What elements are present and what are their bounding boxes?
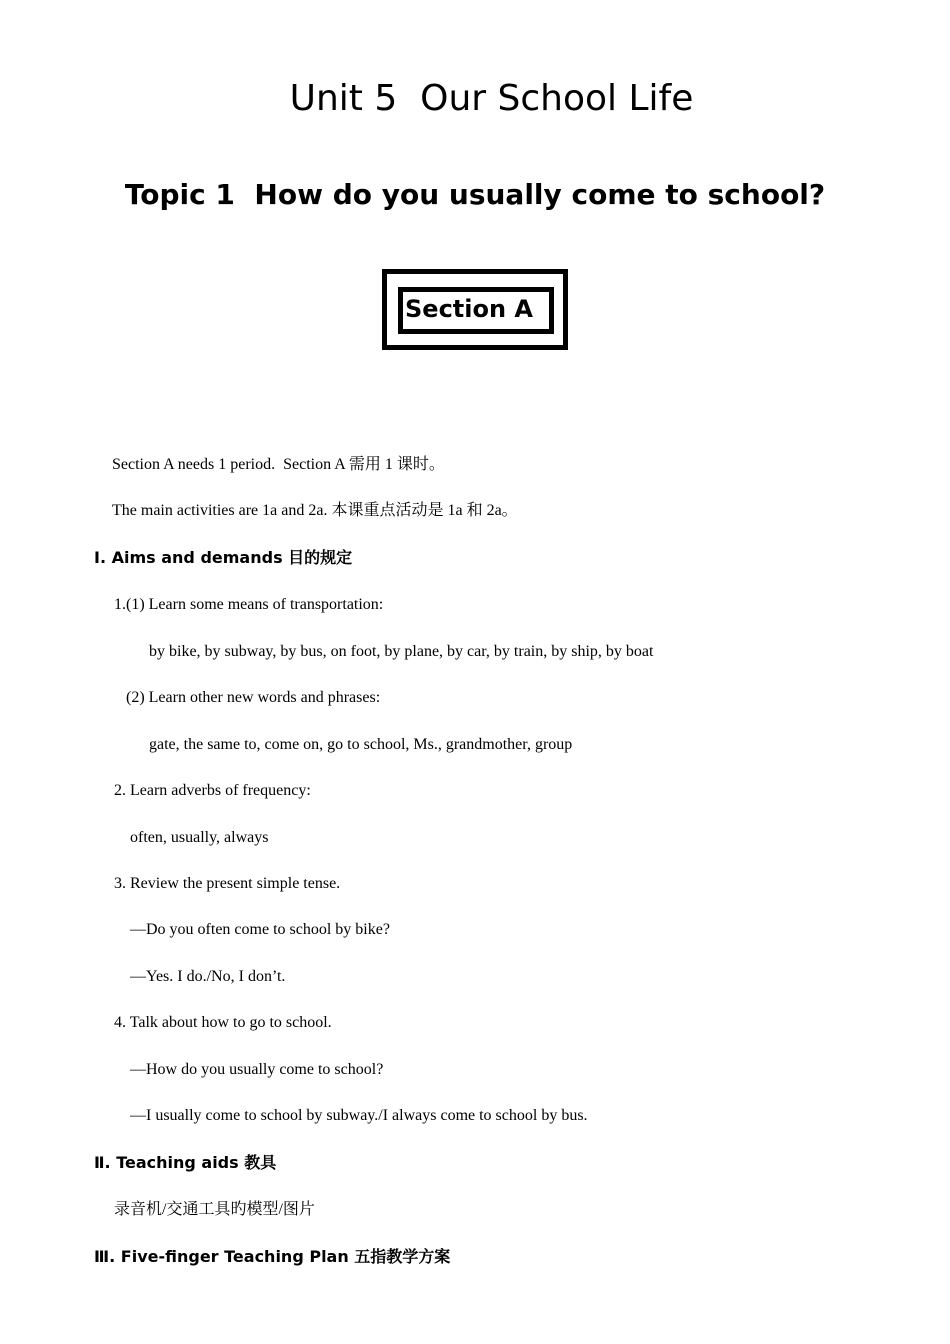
aims-line: 1.(1) Learn some means of transportation: [114, 596, 384, 613]
aims-line: —I usually come to school by subway./I always come to school by bus. [130, 1107, 588, 1124]
aims-line: —How do you usually come to school? [130, 1061, 384, 1078]
section-label: Section A [405, 295, 533, 323]
aims-line: 4. Talk about how to go to school. [114, 1014, 332, 1031]
plan-heading: Ⅲ. Five-finger Teaching Plan 五指教学方案 [94, 1247, 451, 1266]
intro-activities: The main activities are 1a and 2a. 本课重点活动是 1a 和 2a。 [112, 502, 518, 519]
aims-line: often, usually, always [130, 829, 269, 846]
section-label-frame [382, 269, 568, 350]
aims-line: (2) Learn other new words and phrases: [126, 689, 381, 706]
aims-line: 3. Review the present simple tense. [114, 875, 341, 892]
aims-line: —Do you often come to school by bike? [130, 921, 390, 938]
section-label-inner-frame [398, 287, 554, 334]
aims-line: by bike, by subway, by bus, on foot, by plane, by car, by train, by ship, by boat [149, 643, 654, 660]
aims-heading: Ⅰ. Aims and demands 目的规定 [94, 548, 353, 567]
aids-heading: Ⅱ. Teaching aids 教具 [94, 1153, 277, 1172]
aims-line: gate, the same to, come on, go to school, Ms., grandmother, group [149, 736, 573, 753]
aims-line: —Yes. I do./No, I don’t. [130, 968, 286, 985]
intro-period: Section A needs 1 period. Section A 需用 1 课时。 [112, 456, 445, 473]
topic-title: Topic 1 How do you usually come to school? [124, 178, 826, 211]
aims-line: 2. Learn adverbs of frequency: [114, 782, 311, 799]
unit-title: Unit 5 Our School Life [289, 78, 694, 119]
aids-line: 录音机/交通工具旳模型/图片 [114, 1201, 315, 1218]
